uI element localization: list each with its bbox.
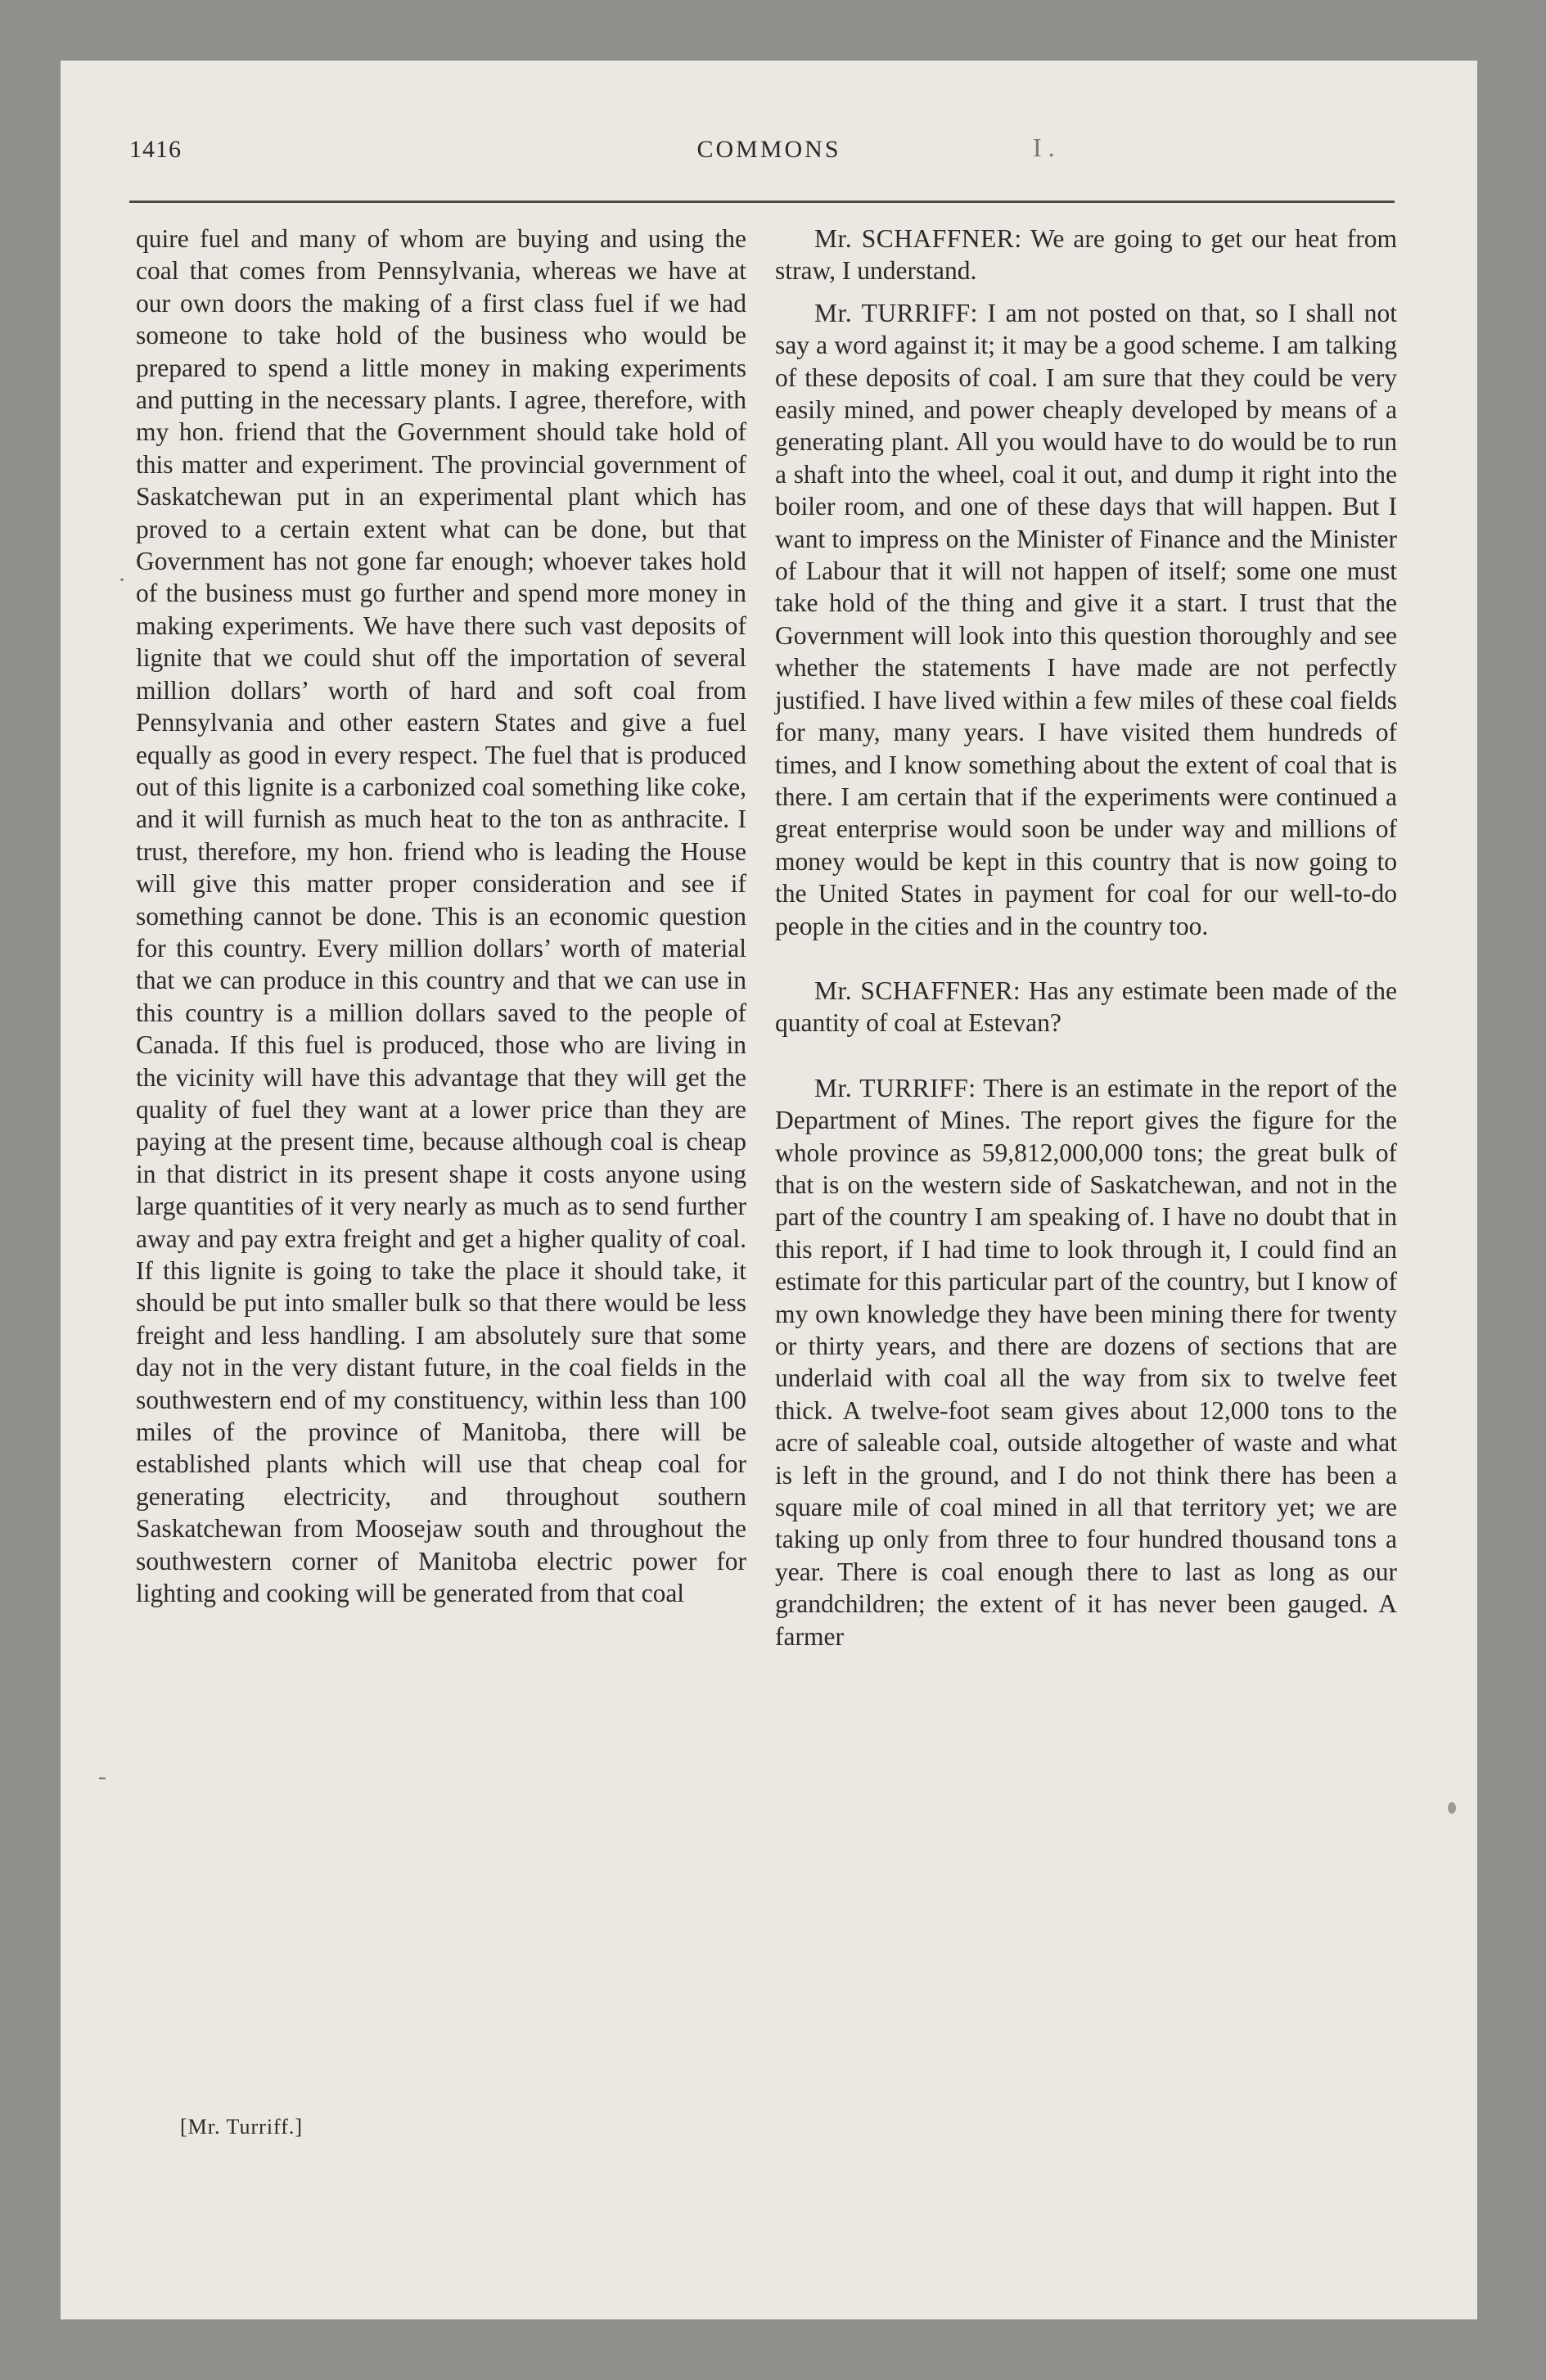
- header-rule: [129, 201, 1395, 203]
- speaker-name: Mr. SCHAFFNER:: [814, 976, 1021, 1005]
- speech-text: We are going to get our heat from straw, I understand.: [775, 224, 1398, 286]
- page-header-title: COMMONS: [696, 136, 841, 163]
- margin-mark: ·: [118, 566, 126, 593]
- speech-text: I am not posted on that, so I shall not say a word against it; it may be a good scheme. I am talking of these deposits of coal. I am sure that they could be very easily mined, and power cheaply developed by means of a generating plant. All you would have to do would be to run a shaft into the wheel, coal it out, and dump it right into the boiler room, and one of these days that will happen. But I want to impress on the Minister of Finance and the Minister of Labour that it will not happen of itself; some one must take hold of the thing and give it a start. I trust that the Government will look into this question thoroughly and see whether the statements I have made are not perfectly justified. I have lived within a few miles of these coal fields for many, many years. I have visited them hundreds of times, and I know something about the extent of coal that is there. I am certain that if the experiments were continued a great enterprise would soon be under way and millions of money would be kept in this country that is now going to the United States in payment for coal for our well-to-do people in the cities and in the country too.: [775, 298, 1397, 940]
- page-number: 1416: [129, 136, 182, 163]
- right-column: [775, 223, 1397, 1652]
- margin-mark: -: [98, 1763, 106, 1790]
- right-paragraph-schaffner-2: [775, 975, 1397, 1039]
- right-paragraph-schaffner-1: [775, 223, 1397, 287]
- left-column: [136, 223, 746, 1609]
- speaker-attribution: [Mr. Turriff.]: [180, 2115, 304, 2139]
- right-paragraph-turriff-1: [775, 297, 1397, 942]
- speaker-name: Mr. SCHAFFNER:: [814, 224, 1022, 253]
- speech-text: There is an estimate in the report of the Department of Mines. The report gives the figure for the whole province as 59,812,000,000 tons; the great bulk of that is on the western side of Saskatchewan, and not in the part of the country I am speaking of. I have no doubt that in this report, if I had time to look through it, I could find an estimate for this particular part of the country, but I know of my own knowledge they have been mining there for twenty or thirty years, and there are dozens of sections that are underlaid with coal all the way from six to twelve feet thick. A twelve-foot seam gives about 12,000 tons to the acre of saleable coal, outside altogether of waste and what is left in the ground, and I do not think there has been a square mile of coal mined in all that territory yet; we are taking up only from three to four hundred thousand tons a year. There is coal enough there to last as long as our grandchildren; the extent of it has never been gauged. A farmer: [775, 1073, 1397, 1651]
- document-page: [61, 61, 1477, 2319]
- speaker-name: Mr. TURRIFF:: [814, 298, 978, 327]
- right-paragraph-turriff-2: [775, 1072, 1397, 1652]
- speech-text: Has any estimate been made of the quantity of coal at Estevan?: [775, 976, 1398, 1038]
- left-paragraph: quire fuel and many of whom are buying and using the coal that comes from Pennsylvania, whereas we have at our own doors the making of a first class fuel if we had someone to take hold of the business who would be prepared to spend a little money in making experiments and putting in the necessary plants. I agree, therefore, with my hon. friend that the Government should take hold of this matter and experiment. The provincial government of Saskatchewan put in an experimental plant which has proved to a certain extent what can be done, but that Government has not gone far enough; whoever takes hold of the business must go further and spend more money in making experiments. We have there such vast deposits of lignite that we could shut off the importation of several million dollars’ worth of hard and soft coal from Pennsylvania and other eastern States and give a fuel equally as good in every respect. The fuel that is produced out of this lignite is a carbonized coal something like coke, and it will furnish as much heat to the ton as anthracite. I trust, therefore, my hon. friend who is leading the House will give this matter proper consideration and see if something cannot be done. This is an economic question for this country. Every million dollars’ worth of material that we can produce in this country and that we can use in this country is a million dollars saved to the people of Canada. If this fuel is produced, those who are living in the vicinity will have this advantage that they will get the quality of fuel they want at a lower price than they are paying at the present time, because although coal is cheap in that district in its present shape it costs anyone using large quantities of it very nearly as much as to send further away and pay extra freight and get a higher quality of coal. If this lignite is going to take the place it should take, it should be put into smaller bulk so that there would be less freight and less handling. I am absolutely sure that some day not in the very distant future, in the coal fields in the southwestern end of my constituency, within less than 100 miles of the province of Manitoba, there will be established plants which will use that cheap coal for generating electricity, and throughout southern Saskatchewan from Moosejaw south and throughout the southwestern corner of Manitoba electric power for lighting and cooking will be generated from that coal: [136, 224, 746, 1608]
- speaker-name: Mr. TURRIFF:: [814, 1073, 976, 1102]
- margin-dot: [1448, 1802, 1456, 1814]
- header-margin-mark: I .: [1033, 133, 1055, 162]
